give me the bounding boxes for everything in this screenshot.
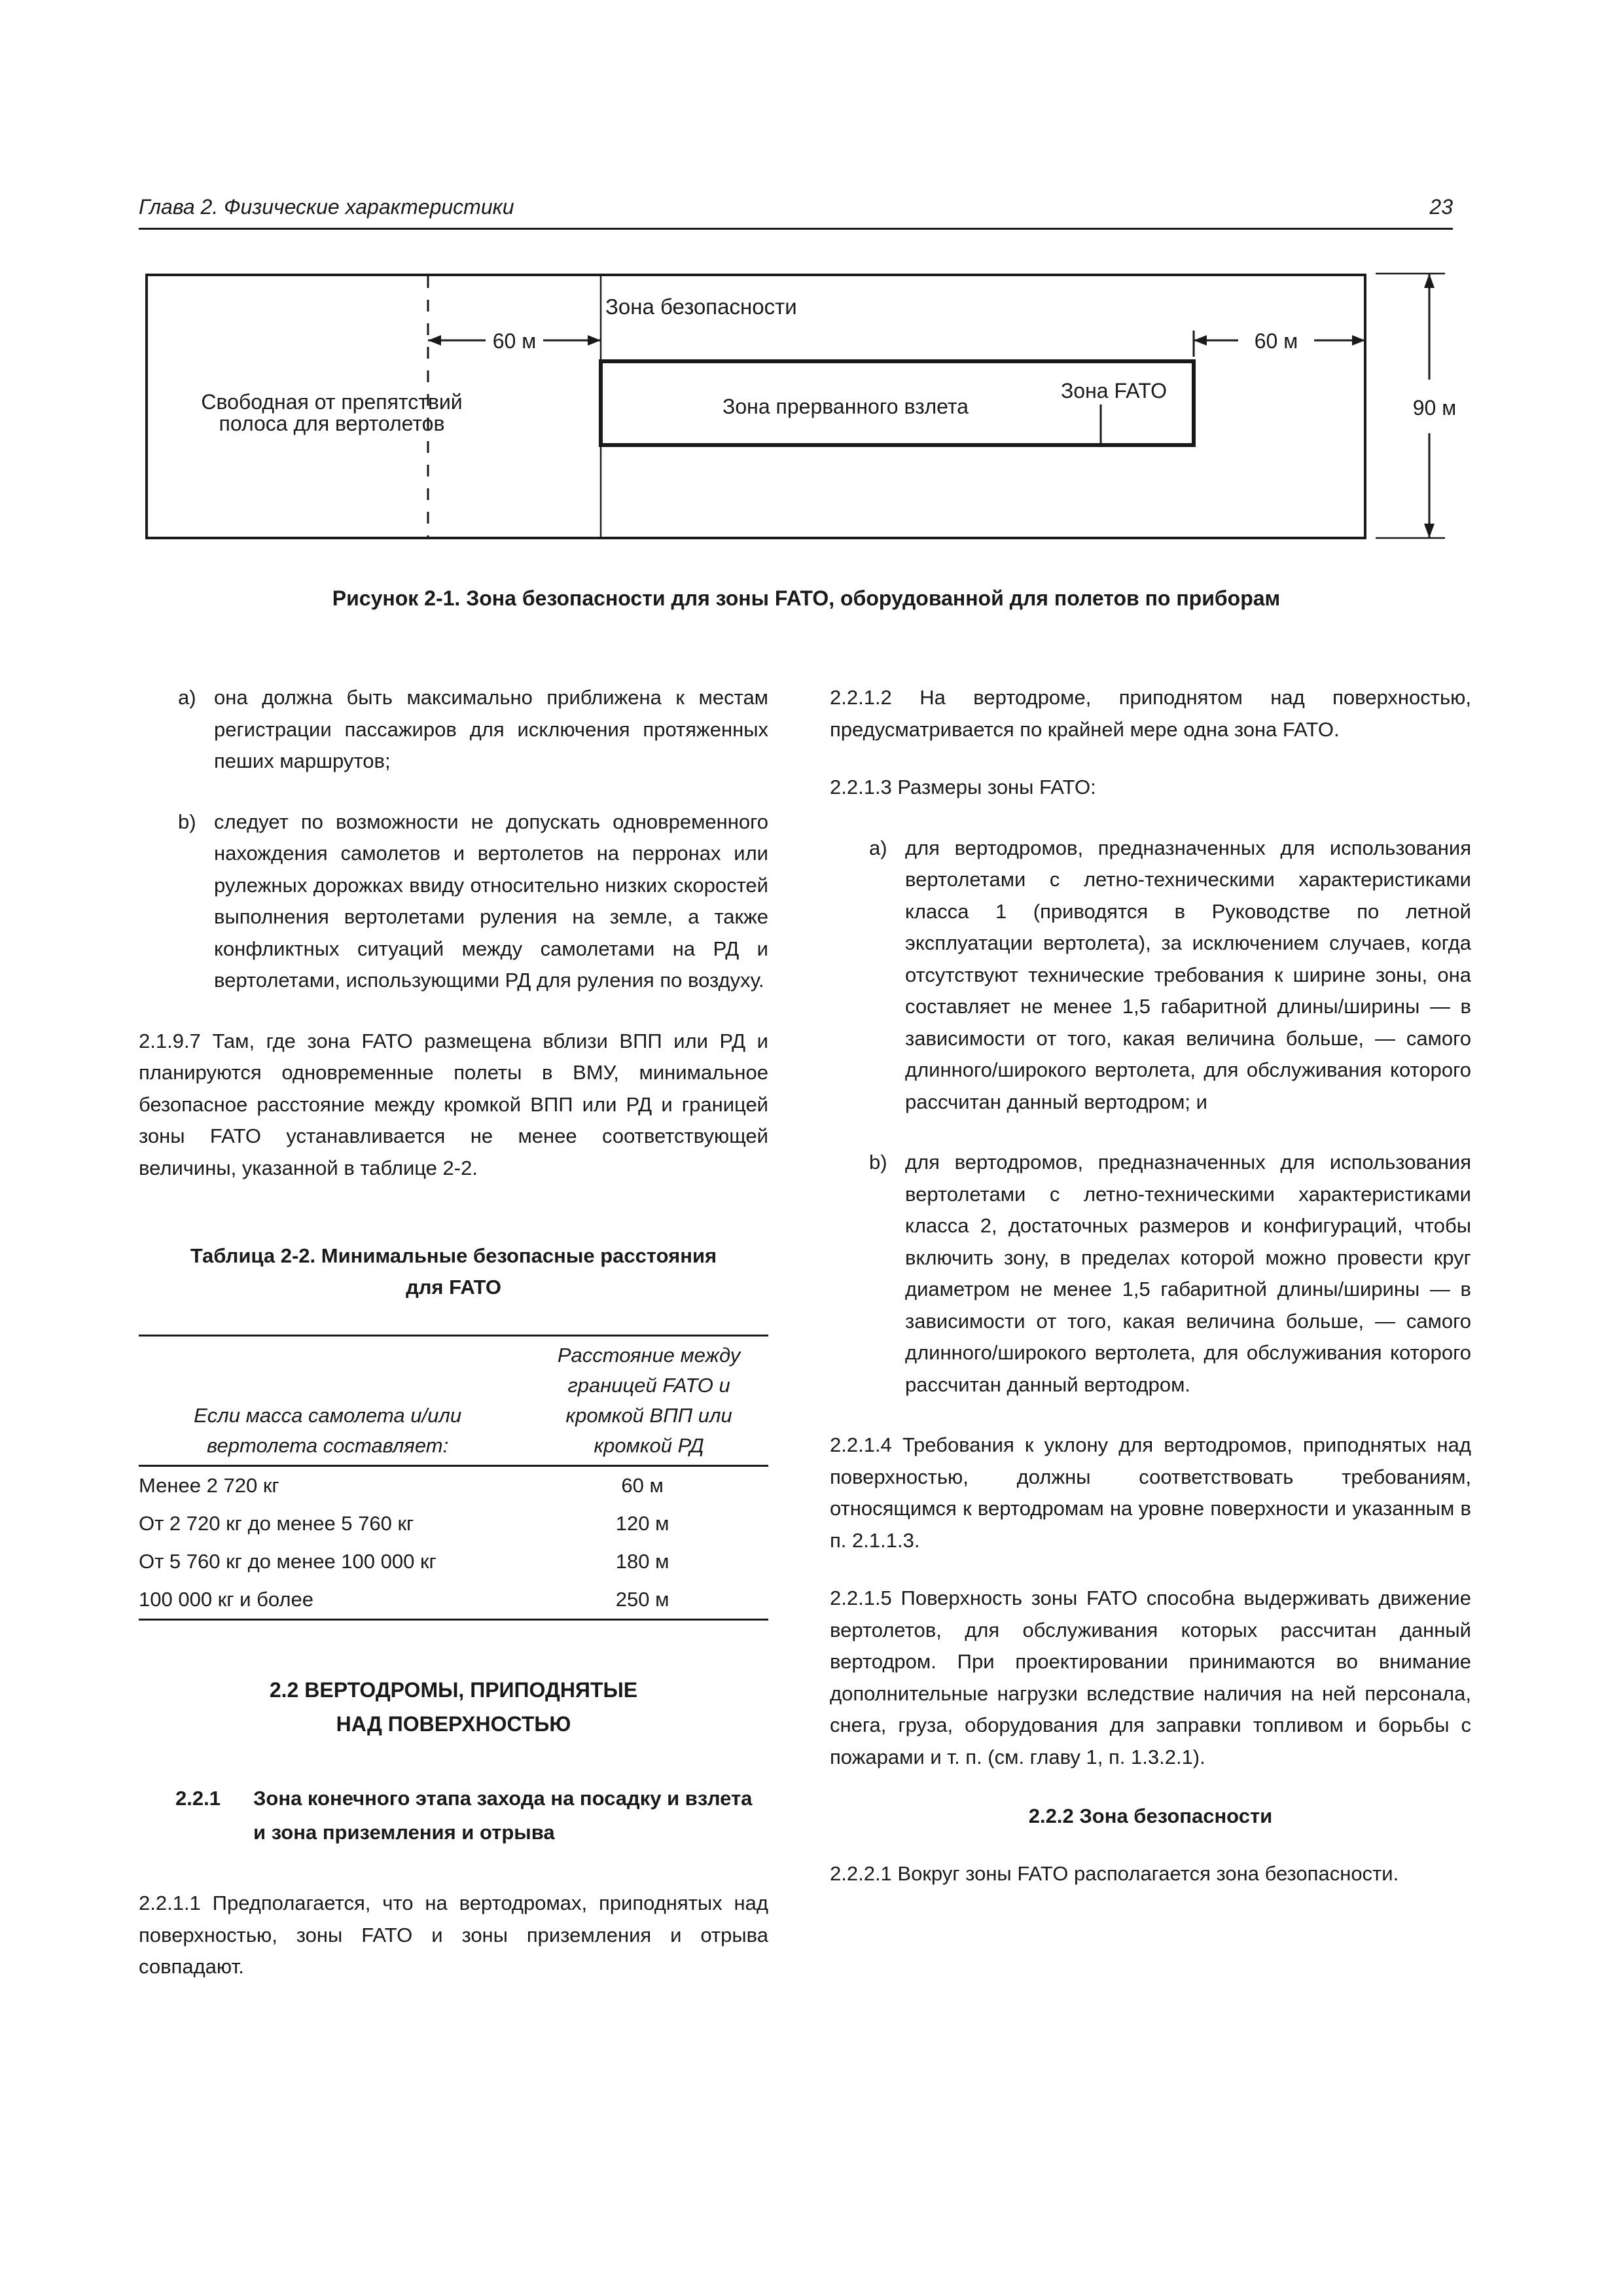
dim-right-label: 60 м [1254,329,1298,353]
cell-distance: 120 м [615,1512,669,1535]
arrow-right-icon [588,335,601,346]
safety-area-label: Зона безопасности [605,295,797,319]
dim-height-label: 90 м [1412,396,1457,420]
table-title-line2: для FATO [406,1276,501,1299]
cell-mass: Менее 2 720 кг [139,1474,279,1497]
section-title-line2: НАД ПОВЕРХНОСТЬЮ [336,1712,571,1736]
figure-2-1 [139,262,1474,550]
clearway-label-line2: полоса для вертолетов [219,412,445,435]
clearway-label-line1: Свободная от препятствий [201,390,463,414]
left-column [139,682,768,1983]
table-title [139,1240,768,1303]
table-row [139,1466,768,1505]
right-column [830,682,1471,1890]
item-text: следует по возможности не допускать одновременного нахождения самолетов и вертолетов на перронах или рулежных дорожках ввиду относительно низких скоростей выполнения вертолетами руления на земле, а также конфликтных ситуаций между самолетами на РД и вертолетами, использующими РД для руления по воздуху. [214,810,768,992]
rejected-takeoff-label: Зона прерванного взлета [722,395,969,418]
section-2-2-title [139,1673,768,1741]
arrow-down-icon [1424,524,1435,538]
item-marker: a) [869,836,887,859]
list-item [830,833,1471,1119]
list-item [139,806,768,997]
paragraph-2-2-1-3: 2.2.1.3 Размеры зоны FATO: [830,776,1096,798]
item-marker: a) [178,686,196,709]
item-text: она должна быть максимально приближена к местам регистрации пассажиров для исключения протяженных пеших маршрутов; [214,686,768,772]
header-rule [139,228,1453,230]
cell-mass: От 2 720 кг до менее 5 760 кг [139,1512,414,1535]
list-item [139,682,768,778]
fato-label: Зона FATO [1060,379,1168,403]
cell-distance: 60 м [621,1474,664,1497]
paragraph-2-2-1-2: 2.2.1.2 На вертодроме, приподнятом над поверхностью, предусматривается по крайней мере одна зона FATO. [830,686,1471,741]
cell-distance: 180 м [615,1550,669,1573]
paragraph-2-2-1-5: 2.2.1.5 Поверхность зоны FATO способна выдерживать движение вертолетов, для обслуживания которых рассчитан данный вертодром. При проектировании принимаются во внимание дополнительные нагрузки вследствие наличия на ней персонала, снега, груза, оборудования для заправки топливом и борьбы с пожарами и т. п. (см. главу 1, п. 1.3.2.1). [830,1587,1471,1768]
table-row [139,1505,768,1543]
cell-mass: 100 000 кг и более [139,1588,313,1611]
page-number: 23 [1429,195,1453,219]
subsection-2-2-2-title: 2.2.2 Зона безопасности [1028,1804,1273,1827]
item-marker: b) [178,810,196,833]
arrow-left-icon [1194,335,1207,346]
item-marker: b) [869,1151,887,1174]
chapter-title: Глава 2. Физические характеристики [139,195,514,219]
cell-mass: От 5 760 кг до менее 100 000 кг [139,1550,437,1573]
paragraph-2-2-1-4: 2.2.1.4 Требования к уклону для вертодромов, приподнятых над поверхностью, должны соответствовать требованиям, относящимся к вертодромам на уровне поверхности и указанным в п. 2.1.1.3. [830,1433,1471,1552]
dim-left-label: 60 м [492,329,537,353]
paragraph-2-1-9-7: 2.1.9.7 Там, где зона FATO размещена вблизи ВПП или РД и планируются одновременные полеты в ВМУ, минимальное безопасное расстояние между кромкой ВПП или РД и границей зоны FATO устанавливается не менее соответствующей величины, указанной в таблице 2-2. [139,1029,768,1179]
safety-area-diagram [139,262,1474,550]
table-header-mass: Если масса самолета и/или вертолета составляет: [194,1404,462,1457]
figure-caption: Рисунок 2-1. Зона безопасности для зоны FATO, оборудованной для полетов по приборам [332,586,1281,610]
arrow-left-icon [428,335,441,346]
section-title-line1: 2.2 ВЕРТОДРОМЫ, ПРИПОДНЯТЫЕ [269,1678,638,1702]
page-header [139,195,1453,229]
subsection-text: Зона конечного этапа захода на посадку и взлета и зона приземления и отрыва [253,1787,753,1844]
table-row [139,1543,768,1581]
paragraph-2-2-2-1: 2.2.2.1 Вокруг зоны FATO располагается зона безопасности. [830,1862,1399,1885]
subsection-number: 2.2.1 [175,1787,221,1810]
cell-distance: 250 м [615,1588,669,1611]
subsection-2-2-1-title [139,1782,768,1850]
item-text: для вертодромов, предназначенных для использования вертолетами с летно-техническими характеристиками класса 1 (приводятся в Руководстве по летной эксплуатации вертолета), за исключением случаев, когда отсутствуют технические требования к ширине зоны, она составляет не менее 1,5 габаритной длины/ширины — в зависимости от того, какая величина больше, — самого длинного/широкого вертолета, для обслуживания которого рассчитан данный вертодром; и [905,836,1471,1113]
table-header-distance: Расстояние между границей FATO и кромкой ВПП или кромкой РД [557,1344,741,1457]
arrow-right-icon [1352,335,1365,346]
table-row [139,1581,768,1620]
min-distance-table [139,1335,768,1621]
arrow-up-icon [1424,274,1435,288]
item-text: для вертодромов, предназначенных для использования вертолетами с летно-техническими характеристиками класса 2, достаточных размеров и конфигураций, чтобы включить зону, в пределах которой можно провести круг диаметром не менее 1,5 габаритной длины/ширины — в зависимости от того, какая величина больше, — самого длинного/широкого вертолета, для обслуживания которого рассчитан данный вертодром. [905,1151,1471,1396]
table-title-line1: Таблица 2-2. Минимальные безопасные расстояния [190,1244,717,1267]
paragraph-2-2-1-1: 2.2.1.1 Предполагается, что на вертодромах, приподнятых над поверхностью, зоны FATO и зоны приземления и отрыва совпадают. [139,1892,768,1978]
list-item [830,1147,1471,1401]
